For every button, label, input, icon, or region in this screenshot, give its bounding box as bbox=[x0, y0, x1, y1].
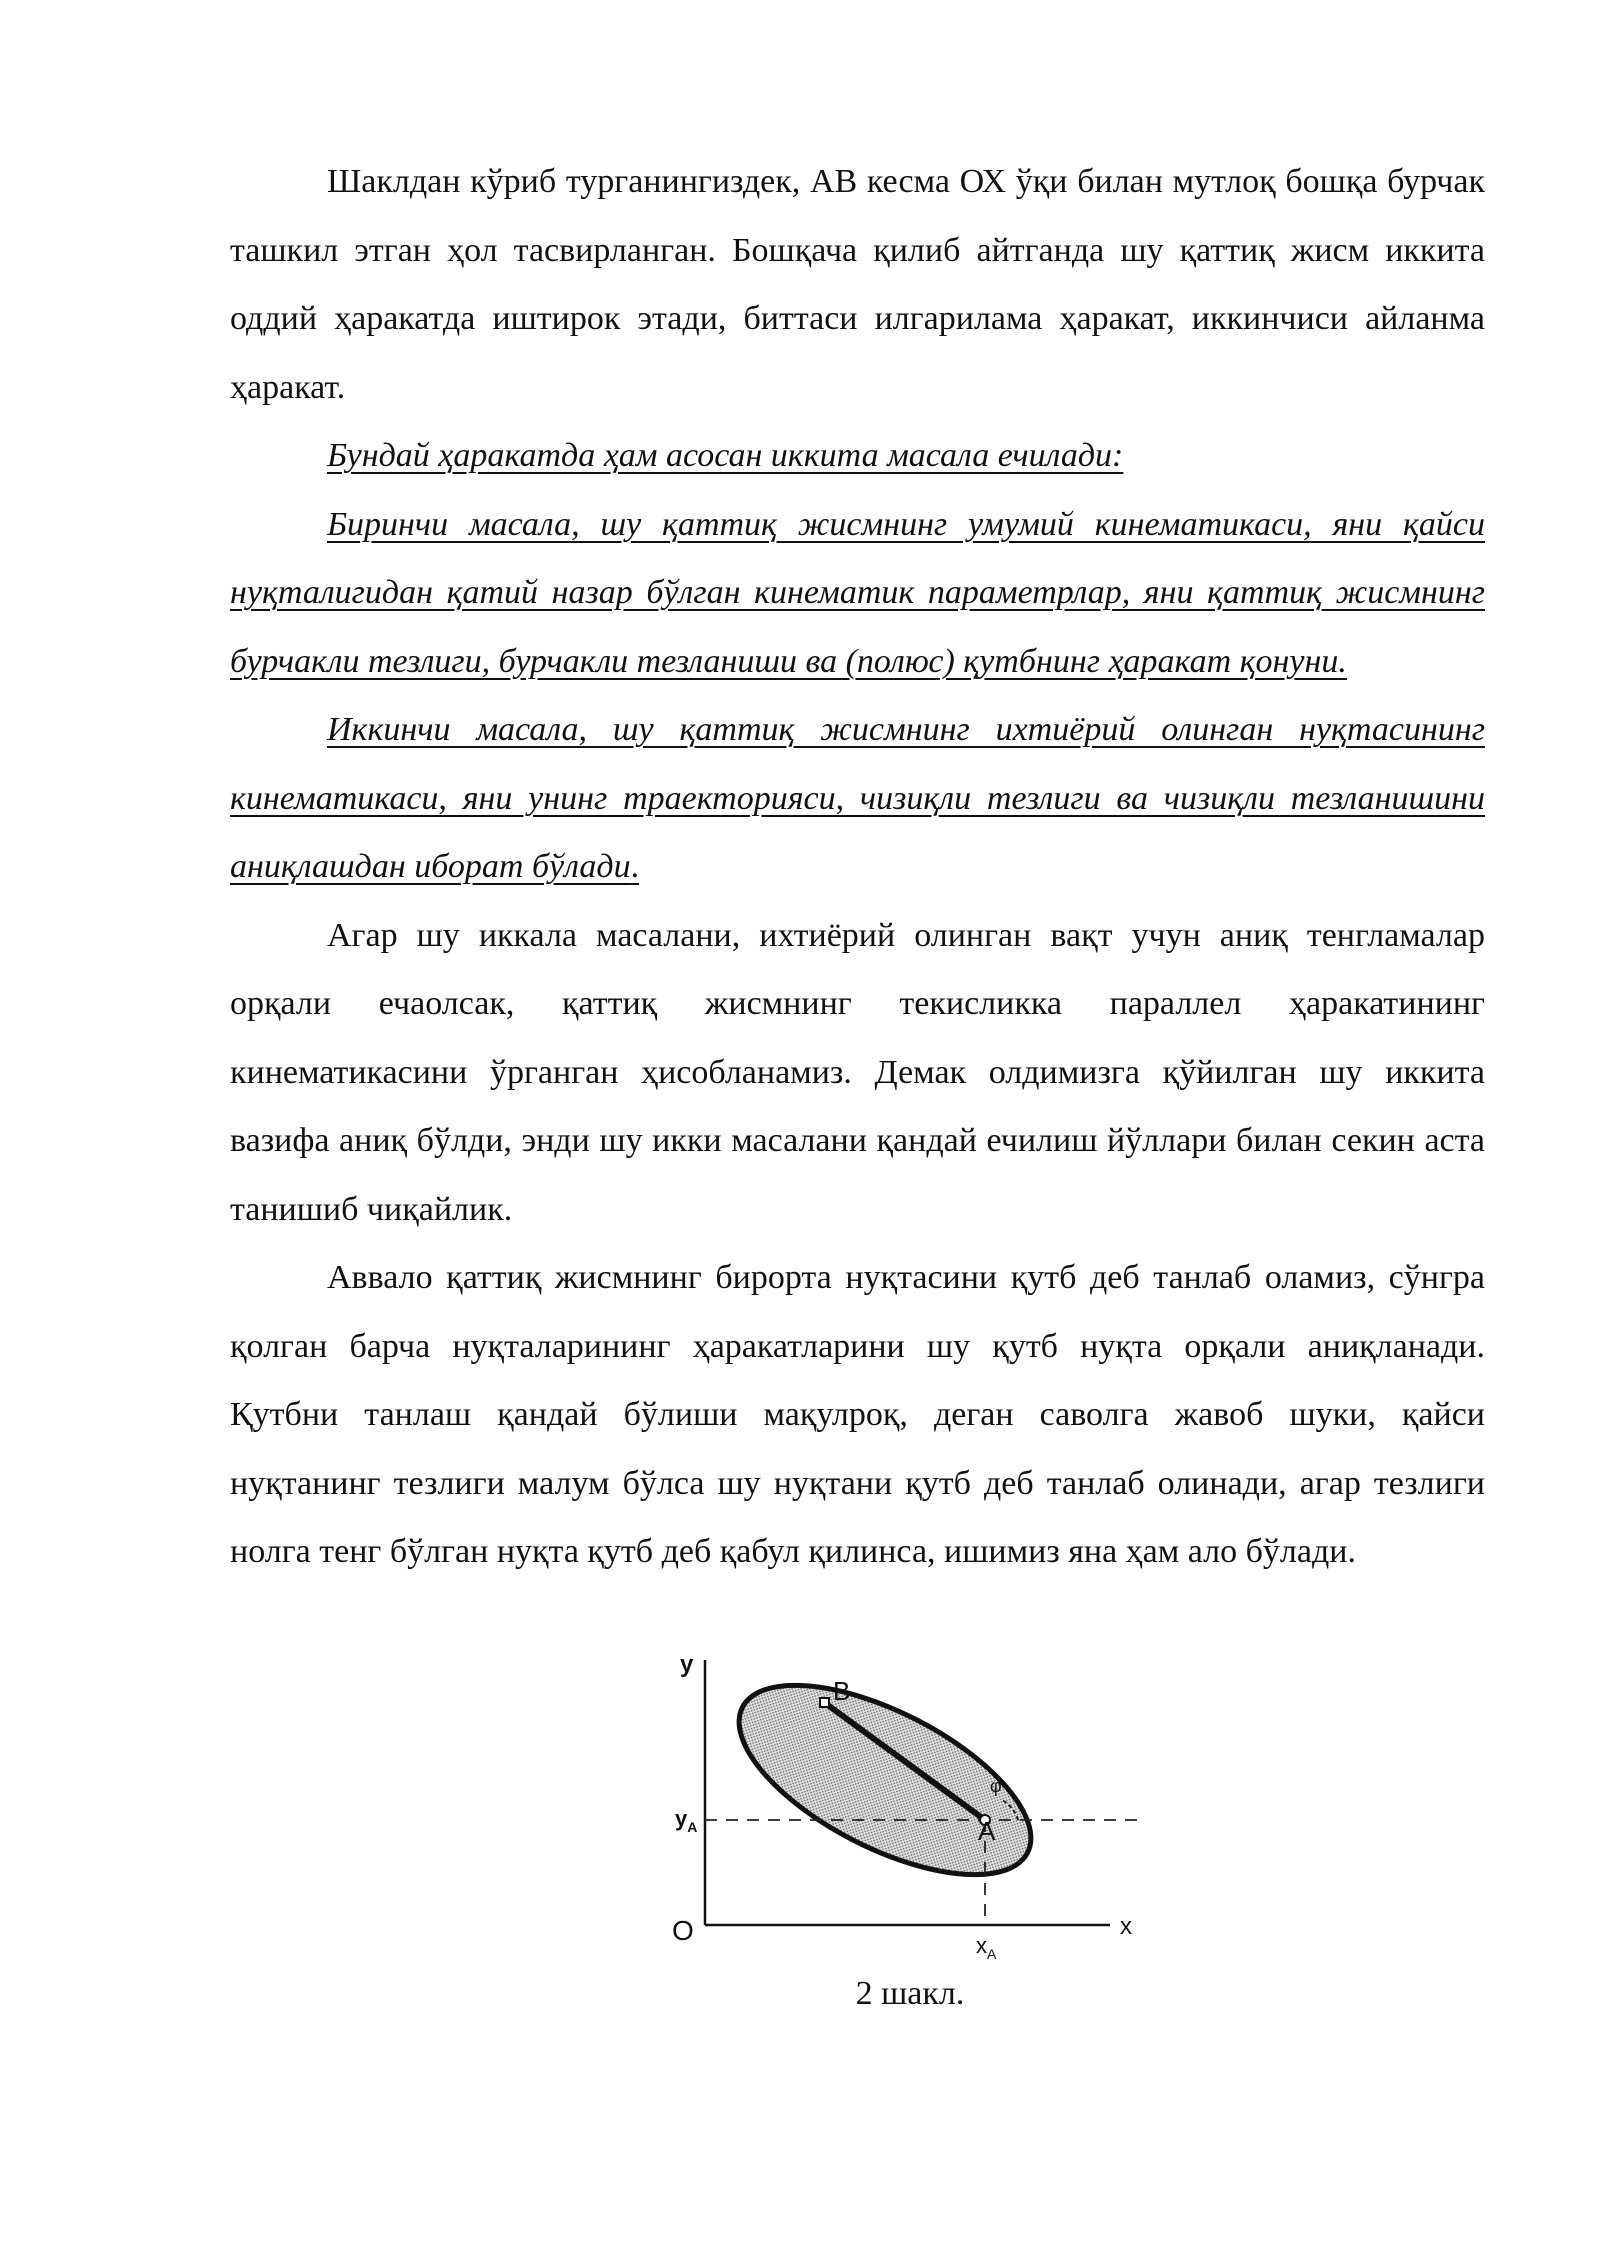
point-b-marker bbox=[820, 1698, 829, 1707]
x-axis-label: x bbox=[1120, 1913, 1132, 1940]
ya-label bbox=[675, 1806, 697, 1835]
origin-label: O bbox=[672, 1915, 694, 1946]
point-b-label: B bbox=[833, 1676, 851, 1706]
body-text bbox=[230, 148, 1485, 1587]
figure-caption: 2 шакл. bbox=[855, 1975, 965, 2012]
paragraph-4-period: . bbox=[630, 848, 640, 885]
xa-label-main: x bbox=[976, 1933, 987, 1958]
xa-label-subscript: A bbox=[987, 1946, 997, 1962]
ya-label-subscript: A bbox=[687, 1819, 698, 1835]
rigid-body-ellipse bbox=[712, 1647, 1059, 1913]
y-axis-label: y bbox=[680, 1651, 694, 1678]
paragraph-4-task-two bbox=[230, 696, 1485, 902]
paragraph-2-heading: Бундай ҳаракатда ҳам асосан иккита масала ечилади: bbox=[327, 437, 1124, 474]
phi-label: φ bbox=[990, 1776, 1002, 1796]
paragraph-1: Шаклдан кўриб турганингиздек, АВ кесма ОХ ўқи билан мутлоқ бошқа бурчак ташкил этган ҳол тасвирланган. Бошқача қилиб айтганда шу қаттиқ жисм иккита оддий ҳаракатда иштирок этади, биттаси илгарилама ҳаракат, иккинчиси айланма ҳаракат. bbox=[230, 163, 1485, 406]
paragraph-3-task-one: Биринчи масала, шу қаттиқ жисмнинг умумий кинематикаси, яни қайси нуқталигидан қатий назар бўлган кинематик параметрлар, яни қаттиқ жисмнинг бурчакли тезлиги, бурчакли тезланиши ва (полюс) қутбнинг ҳаракат қонуни. bbox=[230, 505, 1485, 680]
xa-label bbox=[976, 1933, 997, 1962]
paragraph-6: Аввало қаттиқ жисмнинг бирорта нуқтасини қутб деб танлаб оламиз, сўнгра қолган барча нуқталарининг ҳаракатларини шу қутб нуқта орқали аниқланади. Қутбни танлаш қандай бўлиши мақулроқ, деган саволга жавоб шуки, қайси нуқтанинг тезлиги малум бўлса шу нуқтани қутб деб танлаб олинади, агар тезлиги нолга тенг бўлган нуқта қутб деб қабул қилинса, ишимиз яна ҳам ало бўлади. bbox=[230, 1259, 1485, 1570]
paragraph-4-text: Иккинчи масала, шу қаттиқ жисмнинг ихтиёрий олинган нуқтасининг кинематикаси, яни унинг траекторияси, чизиқли тезлиги ва чизиқли тезланишини аниқлашдан иборат бўлади bbox=[230, 711, 1485, 885]
point-a-label: A bbox=[978, 1816, 996, 1846]
ya-label-main: y bbox=[675, 1806, 688, 1831]
rigid-body-diagram bbox=[640, 1640, 1200, 1960]
figure-2-diagram bbox=[640, 1640, 1200, 1960]
paragraph-5: Агар шу иккала масалани, ихтиёрий олинган вақт учун аниқ тенгламалар орқали ечаолсак, қаттиқ жисмнинг текисликка параллел ҳаракатининг кинематикасини ўрганган ҳисобланамиз. Демак олдимизга қўйилган шу иккита вазифа аниқ бўлди, энди шу икки масалани қандай ечилиш йўллари билан секин аста танишиб чиқайлик. bbox=[230, 916, 1485, 1228]
